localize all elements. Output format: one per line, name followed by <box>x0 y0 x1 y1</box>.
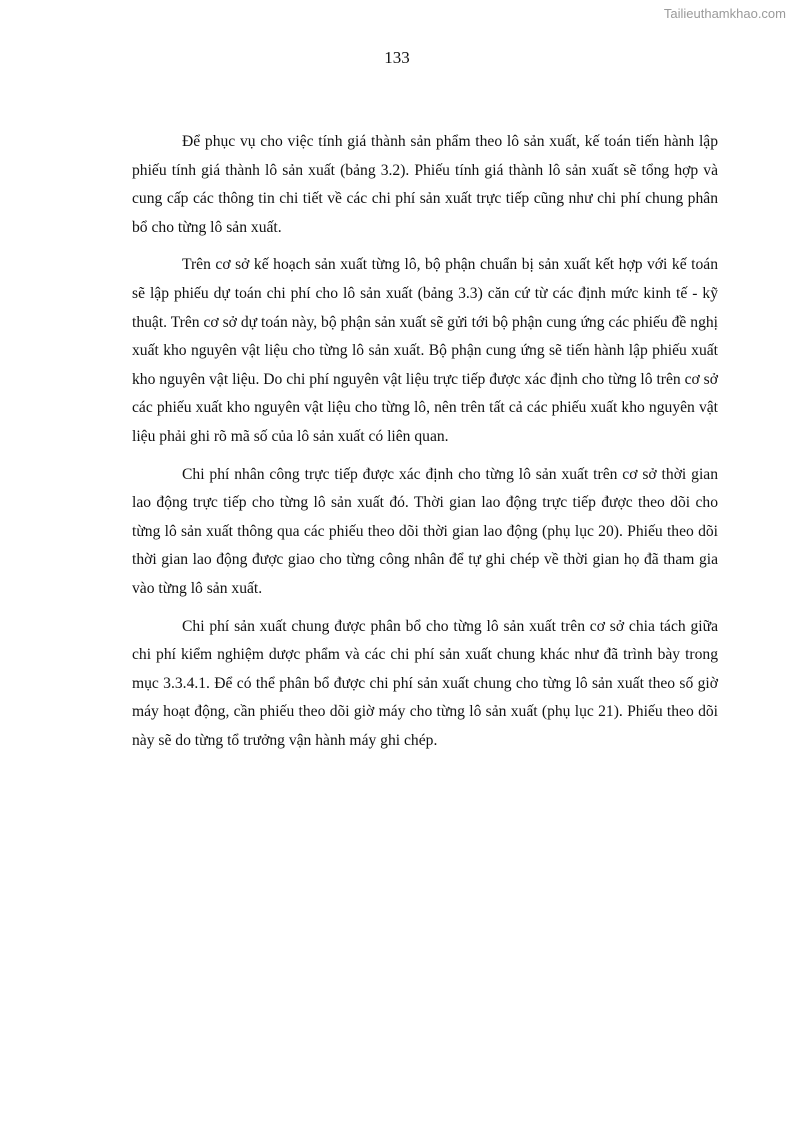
paragraph-4: Chi phí sản xuất chung được phân bổ cho từng lô sản xuất trên cơ sở chia tách giữa chi phí kiểm nghiệm dược phẩm và các chi phí sản xuất chung khác như đã trình bày trong mục 3.3.4.1. Để có thể phân bổ được chi phí sản xuất chung cho từng lô sản xuất theo số giờ máy hoạt động, cần phiếu theo dõi giờ máy cho từng lô sản xuất (phụ lục 21). Phiếu theo dõi này sẽ do từng tổ trưởng vận hành máy ghi chép. <box>132 617 718 749</box>
document-body <box>132 128 718 764</box>
page-number: 133 <box>384 48 410 67</box>
paragraph-2: Trên cơ sở kế hoạch sản xuất từng lô, bộ phận chuẩn bị sản xuất kết hợp với kế toán sẽ lập phiếu dự toán chi phí cho lô sản xuất (bảng 3.3) căn cứ từ các định mức kinh tế - kỹ thuật. Trên cơ sở dự toán này, bộ phận sản xuất sẽ gửi tới bộ phận cung ứng các phiếu đề nghị xuất kho nguyên vật liệu cho từng lô sản xuất. Bộ phận cung ứng sẽ tiến hành lập phiếu xuất kho nguyên vật liệu. Do chi phí nguyên vật liệu trực tiếp được xác định cho từng lô trên cơ sở các phiếu xuất kho nguyên vật liệu cho từng lô, nên trên tất cả các phiếu xuất kho nguyên vật liệu phải ghi rõ mã số của lô sản xuất có liên quan. <box>132 256 718 445</box>
paragraph-1: Để phục vụ cho việc tính giá thành sản phẩm theo lô sản xuất, kế toán tiến hành lập phiếu tính giá thành lô sản xuất (bảng 3.2). Phiếu tính giá thành lô sản xuất sẽ tổng hợp và cung cấp các thông tin chi tiết về các chi phí sản xuất trực tiếp cũng như chi phí chung phân bổ cho từng lô sản xuất. <box>132 133 718 236</box>
watermark-text: Tailieuthamkhao.com <box>663 6 786 21</box>
paragraph-3: Chi phí nhân công trực tiếp được xác định cho từng lô sản xuất trên cơ sở thời gian lao động trực tiếp cho từng lô sản xuất đó. Thời gian lao động trực tiếp được theo dõi cho từng lô sản xuất thông qua các phiếu theo dõi thời gian lao động (phụ lục 20). Phiếu theo dõi thời gian lao động được giao cho từng công nhân để tự ghi chép về thời gian họ đã tham gia vào từng lô sản xuất. <box>132 465 718 597</box>
